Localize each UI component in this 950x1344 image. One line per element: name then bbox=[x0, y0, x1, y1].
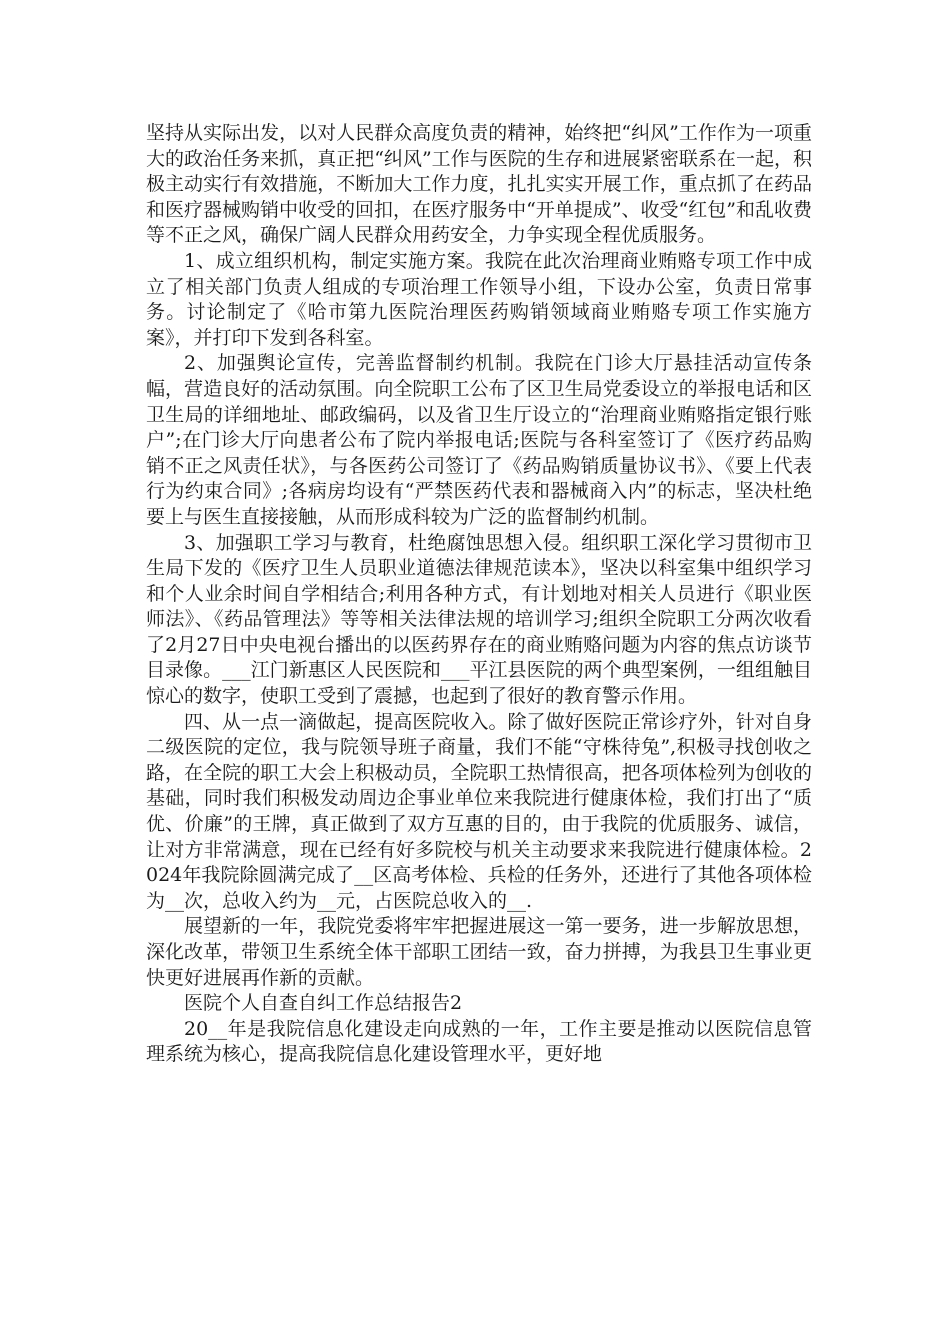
report-2-title: 医院个人自查自纠工作总结报告2 bbox=[184, 992, 463, 1015]
paragraph-report-2-start: 20__年是我院信息化建设走向成熟的一年，工作主要是推动以医院信息管理系统为核心，提高我院信息化建设管理水平，更好地 bbox=[146, 1017, 812, 1066]
paragraph-section-4: 四、从一点一滴做起，提高医院收入。除了做好医院正常诊疗外，针对自身二级医院的定位，我与院领导班子商量，我们不能“守株待兔”,积极寻找创收之路，在全院的职工大会上积极动员，全院职工热情很高，把各项体检列为创收的基础，同时我们积极发动周边企事业单位来我院进行健康体检，我们打出了“质优、价廉”的王牌，真正做到了双方互惠的目的，由于我院的优质服务、诚信，让对方非常满意，现在已经有好多院校与机关主动要求来我院进行健康体检。2024年我院除圆满完成了__区高考体检、兵检的任务外，还进行了其他各项体检为__次，总收入约为__元，占医院总收入的__. bbox=[146, 710, 812, 912]
paragraph-outlook: 展望新的一年，我院党委将牢牢把握进展这一第一要务，进一步解放思想，深化改革，带领卫生系统全体干部职工团结一致，奋力拼搏，为我县卫生事业更快更好进展再作新的贡献。 bbox=[146, 915, 812, 989]
document-page bbox=[146, 121, 812, 1068]
paragraph-item-2: 2、加强舆论宣传，完善监督制约机制。我院在门诊大厅悬挂活动宣传条幅，营造良好的活动氛围。向全院职工公布了区卫生局党委设立的举报电话和区卫生局的详细地址、邮政编码，以及省卫生厅设立的“治理商业贿赂指定银行账户”;在门诊大厅向患者公布了院内举报电话;医院与各科室签订了《医疗药品购销不正之风责任状》，与各医药公司签订了《药品购销质量协议书》、《要上代表行为约束合同》;各病房均设有“严禁医药代表和器械商入内”的标志，坚决杜绝要上与医生直接接触，从而形成科较为广泛的监督制约机制。 bbox=[146, 352, 812, 528]
paragraph-item-1: 1、成立组织机构，制定实施方案。我院在此次治理商业贿赂专项工作中成立了相关部门负责人组成的专项治理工作领导小组，下设办公室，负责日常事务。讨论制定了《哈市第九医院治理医药购销领域商业贿赂专项工作实施方案》，并打印下发到各科室。 bbox=[146, 249, 812, 349]
paragraph-item-3: 3、加强职工学习与教育，杜绝腐蚀思想入侵。组织职工深化学习贯彻市卫生局下发的《医疗卫生人员职业道德法律规范读本》，坚决以科室集中组织学习和个人业余时间自学相结合;利用各种方式，有计划地对相关人员进行《职业医师法》、《药品管理法》等等相关法律法规的培训学习;组织全院职工分两次收看了2月27日中央电视台播出的以医药界存在的商业贿赂问题为内容的焦点访谈节目录像。___江门新惠区人民医院和___平江县医院的两个典型案例，一组组触目惊心的数字，使职工受到了震撼，也起到了很好的教育警示作用。 bbox=[146, 531, 812, 708]
paragraph-intro: 坚持从实际出发，以对人民群众高度负责的精神，始终把“纠风”工作作为一项重大的政治任务来抓，真正把“纠风”工作与医院的生存和进展紧密联系在一起，积极主动实行有效措施，不断加大工作力度，扎扎实实开展工作，重点抓了在药品和医疗器械购销中收受的回扣，在医疗服务中“开单提成”、收受“红包”和乱收费等不正之风，确保广阔人民群众用药安全，力争实现全程优质服务。 bbox=[146, 122, 812, 247]
